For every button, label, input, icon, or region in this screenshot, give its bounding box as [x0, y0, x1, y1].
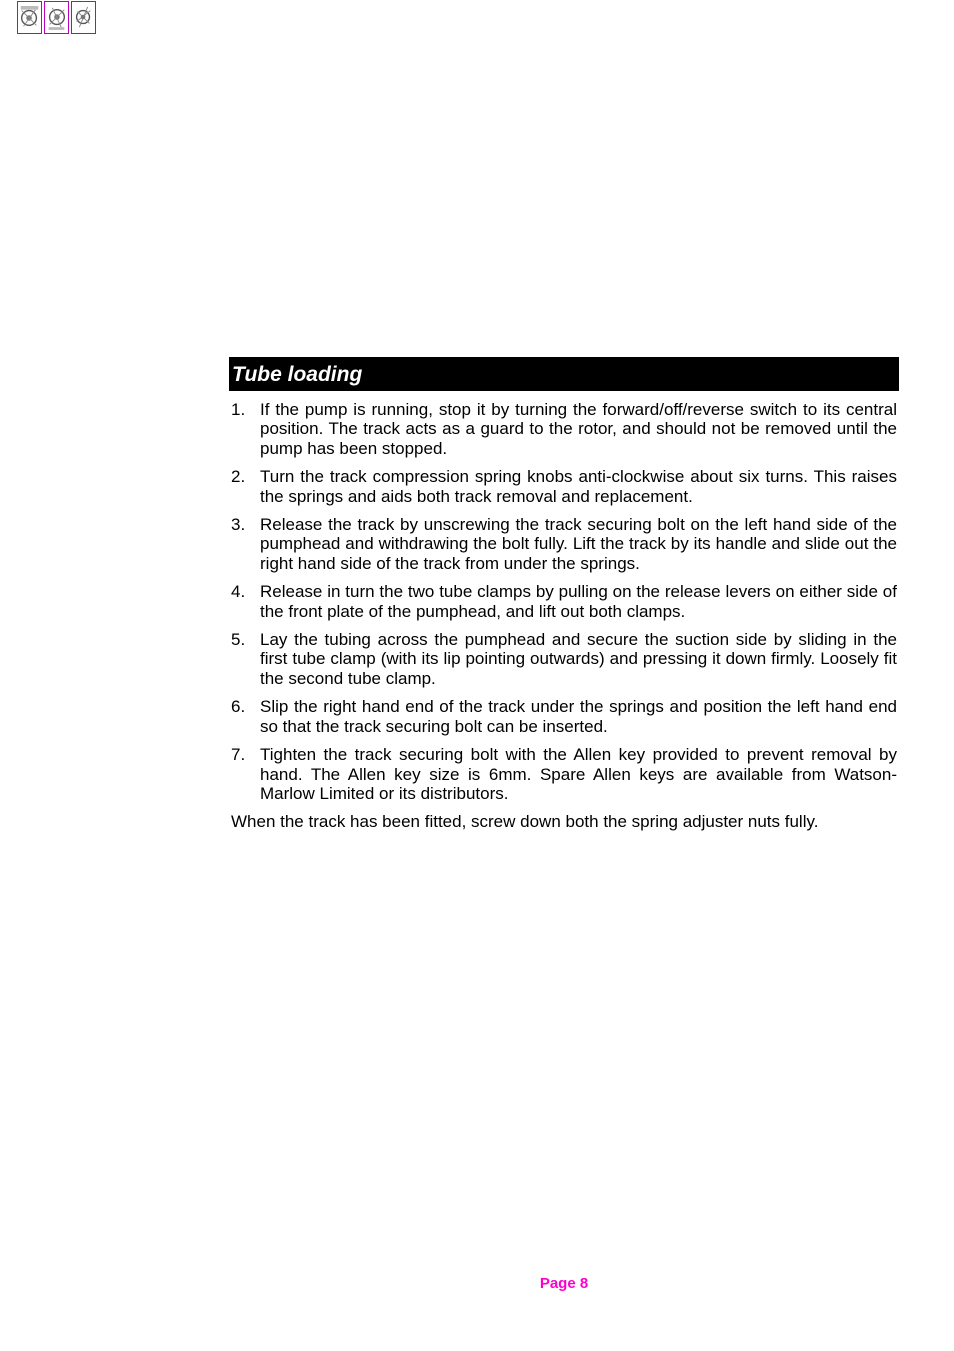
step-number: 7. — [231, 745, 246, 765]
list-item — [231, 697, 897, 736]
step-text: Lay the tubing across the pumphead and secure the suction side by sliding in the first tube clamp (with its lip pointing outwards) and pressing it down firmly. Loosely fit the second tube clamp. — [260, 630, 897, 688]
step-number: 1. — [231, 400, 246, 419]
closing-paragraph: When the track has been fitted, screw down both the spring adjuster nuts fully. — [231, 812, 819, 832]
page-number: Page 8 — [539, 1275, 589, 1292]
section-heading: Tube loading — [229, 357, 899, 391]
step-number: 5. — [231, 630, 246, 650]
step-number: 3. — [231, 515, 246, 535]
step-number: 4. — [231, 582, 246, 602]
pump-thumbnail-2-icon[interactable] — [44, 1, 69, 34]
list-item — [231, 745, 897, 803]
step-text: If the pump is running, stop it by turning the forward/off/reverse switch to its central position. The track acts as a guard to the rotor, and should not be removed until the pump has been stopped. — [260, 400, 897, 458]
list-item — [231, 400, 897, 458]
list-item — [231, 582, 897, 621]
section-body — [231, 400, 897, 832]
list-item — [231, 630, 897, 688]
pump-thumbnail-1-icon[interactable] — [17, 1, 42, 34]
step-number: 6. — [231, 697, 246, 717]
step-text: Release the track by unscrewing the track securing bolt on the left hand side of the pumphead and withdrawing the bolt fully. Lift the track by its handle and slide out the right hand side of the track from under the springs. — [260, 515, 897, 573]
step-number: 2. — [231, 467, 246, 487]
list-item — [231, 467, 897, 506]
thumbnail-strip — [17, 1, 96, 34]
step-text: Slip the right hand end of the track under the springs and position the left hand end so that the track securing bolt can be inserted. — [260, 697, 897, 736]
pump-thumbnail-3-icon[interactable] — [71, 1, 96, 34]
tube-loading-steps — [231, 400, 897, 803]
step-text: Release in turn the two tube clamps by pulling on the release levers on either side of the front plate of the pumphead, and lift out both clamps. — [260, 582, 897, 621]
step-text: Tighten the track securing bolt with the Allen key provided to prevent removal by hand. The Allen key size is 6mm. Spare Allen keys are available from Watson-Marlow Limited or its distributors. — [260, 745, 897, 803]
list-item — [231, 515, 897, 573]
step-text: Turn the track compression spring knobs anti-clockwise about six turns. This raises the springs and aids both track removal and replacement. — [260, 467, 897, 506]
